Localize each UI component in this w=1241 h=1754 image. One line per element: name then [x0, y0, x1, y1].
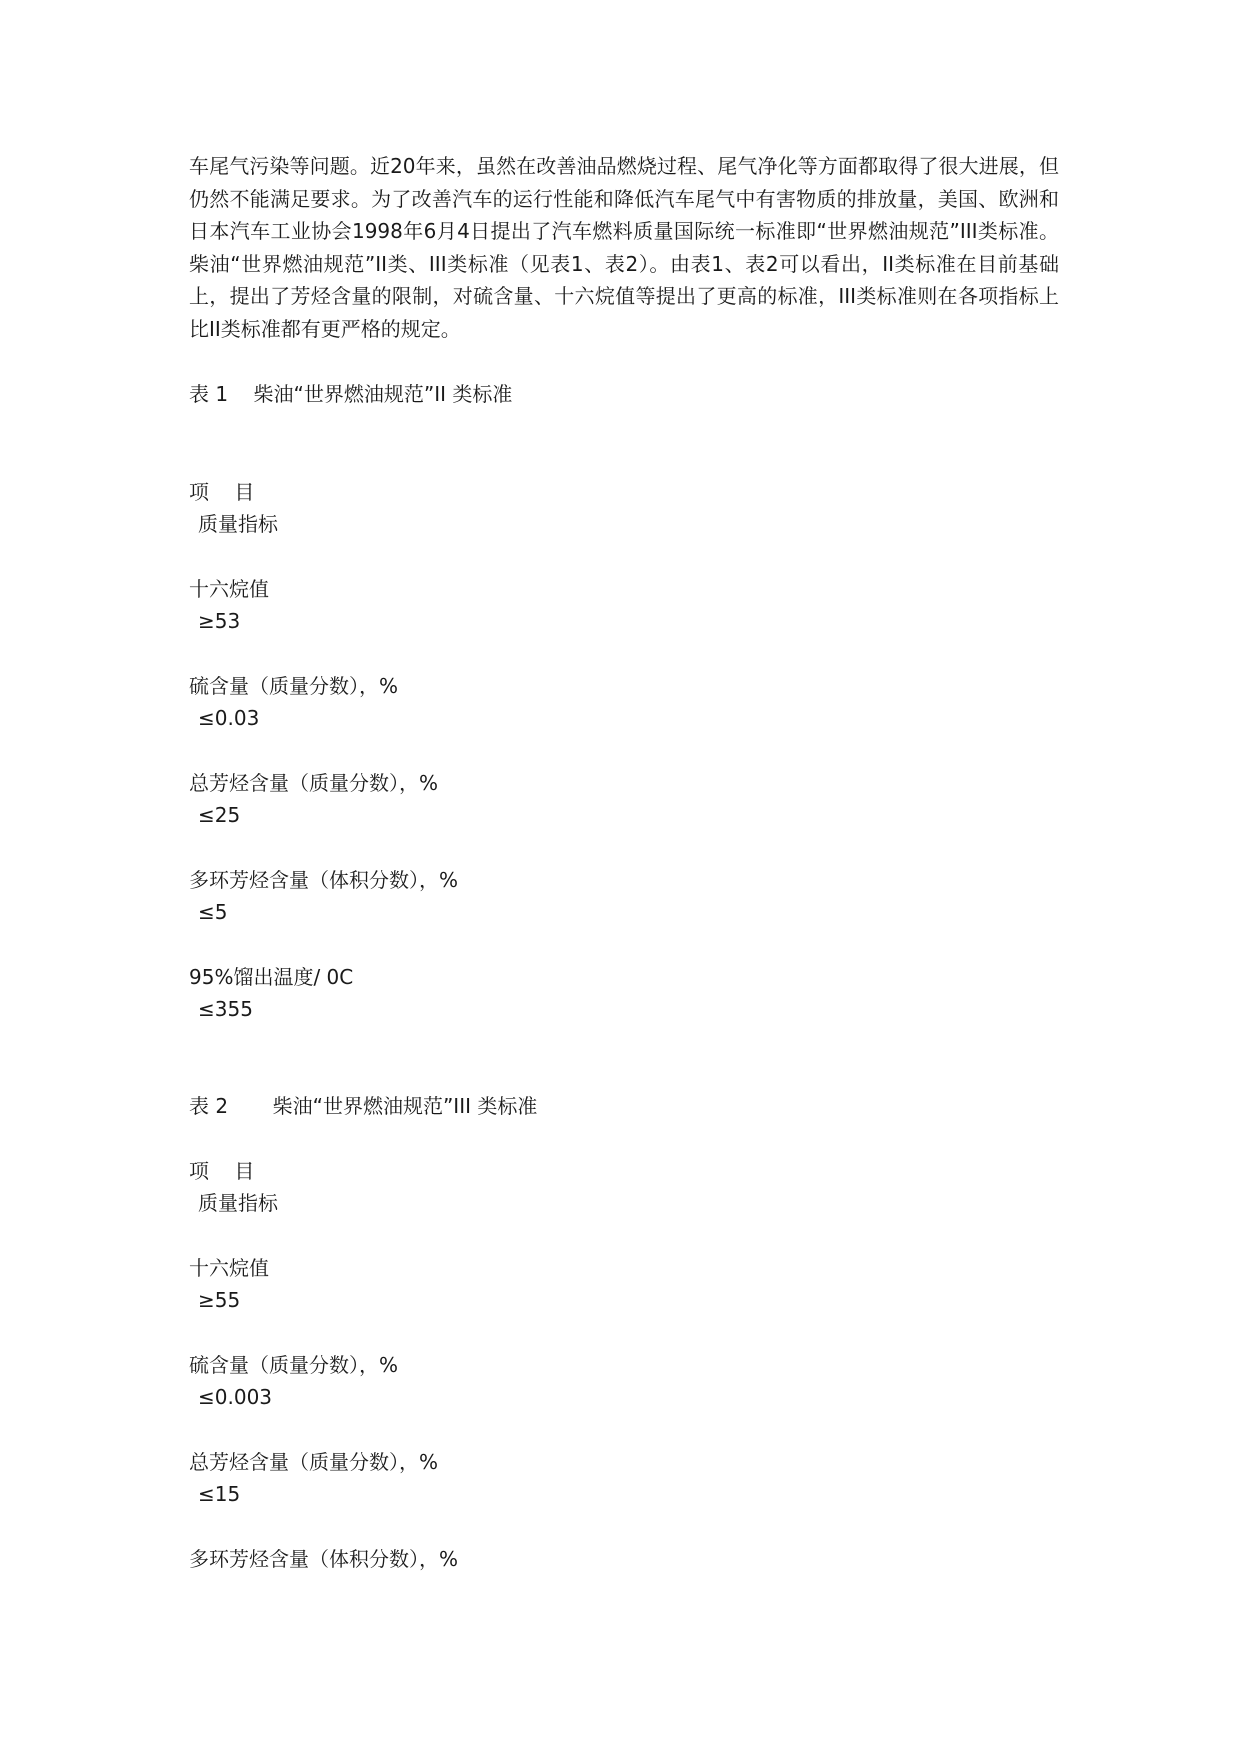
table1-row-item: 总芳烃含量（质量分数），%: [189, 771, 439, 795]
table1-header-item: 项 目: [189, 480, 255, 504]
table2-caption: 表 2 柴油“世界燃油规范”III 类标准: [189, 1094, 538, 1118]
table2-header-item: 项 目: [189, 1159, 255, 1183]
table2-row-item: 硫含量（质量分数），%: [189, 1353, 399, 1377]
table1-header-value: 质量指标: [198, 512, 278, 536]
table1-row-item: 十六烷值: [189, 577, 269, 601]
table2-row-value: ≤0.003: [198, 1385, 273, 1409]
table2-row-value: ≥55: [198, 1288, 241, 1312]
table1-row-item: 多环芳烃含量（体积分数），%: [189, 868, 459, 892]
table2-header-value: 质量指标: [198, 1191, 278, 1215]
table1-row-value: ≤25: [198, 803, 241, 827]
table1-row-value: ≤5: [198, 900, 228, 924]
table1-row-value: ≤355: [198, 997, 253, 1021]
table1-row-item: 95%馏出温度/ 0C: [189, 965, 354, 989]
table1-row-value: ≥53: [198, 609, 241, 633]
table2-row-item: 多环芳烃含量（体积分数），%: [189, 1547, 459, 1571]
table2-row-value: ≤15: [198, 1482, 241, 1506]
table1-row-value: ≤0.03: [198, 706, 260, 730]
table1-row-item: 硫含量（质量分数），%: [189, 674, 399, 698]
intro-paragraph: 车尾气污染等问题。近20年来，虽然在改善油品燃烧过程、尾气净化等方面都取得了很大进展，但仍然不能满足要求。为了改善汽车的运行性能和降低汽车尾气中有害物质的排放量，美国、欧洲和日本汽车工业协会1998年6月4日提出了汽车燃料质量国际统一标准即“世界燃油规范”III类标准。柴油“世界燃油规范”II类、III类标准（见表1、表2）。由表1、表2可以看出，II类标准在目前基础上，提出了芳烃含量的限制，对硫含量、十六烷值等提出了更高的标准，III类标准则在各项指标上比II类标准都有更严格的规定。: [189, 154, 1059, 341]
table1-caption: 表 1 柴油“世界燃油规范”II 类标准: [189, 382, 513, 406]
table2-row-item: 十六烷值: [189, 1256, 269, 1280]
table2-row-item: 总芳烃含量（质量分数），%: [189, 1450, 439, 1474]
